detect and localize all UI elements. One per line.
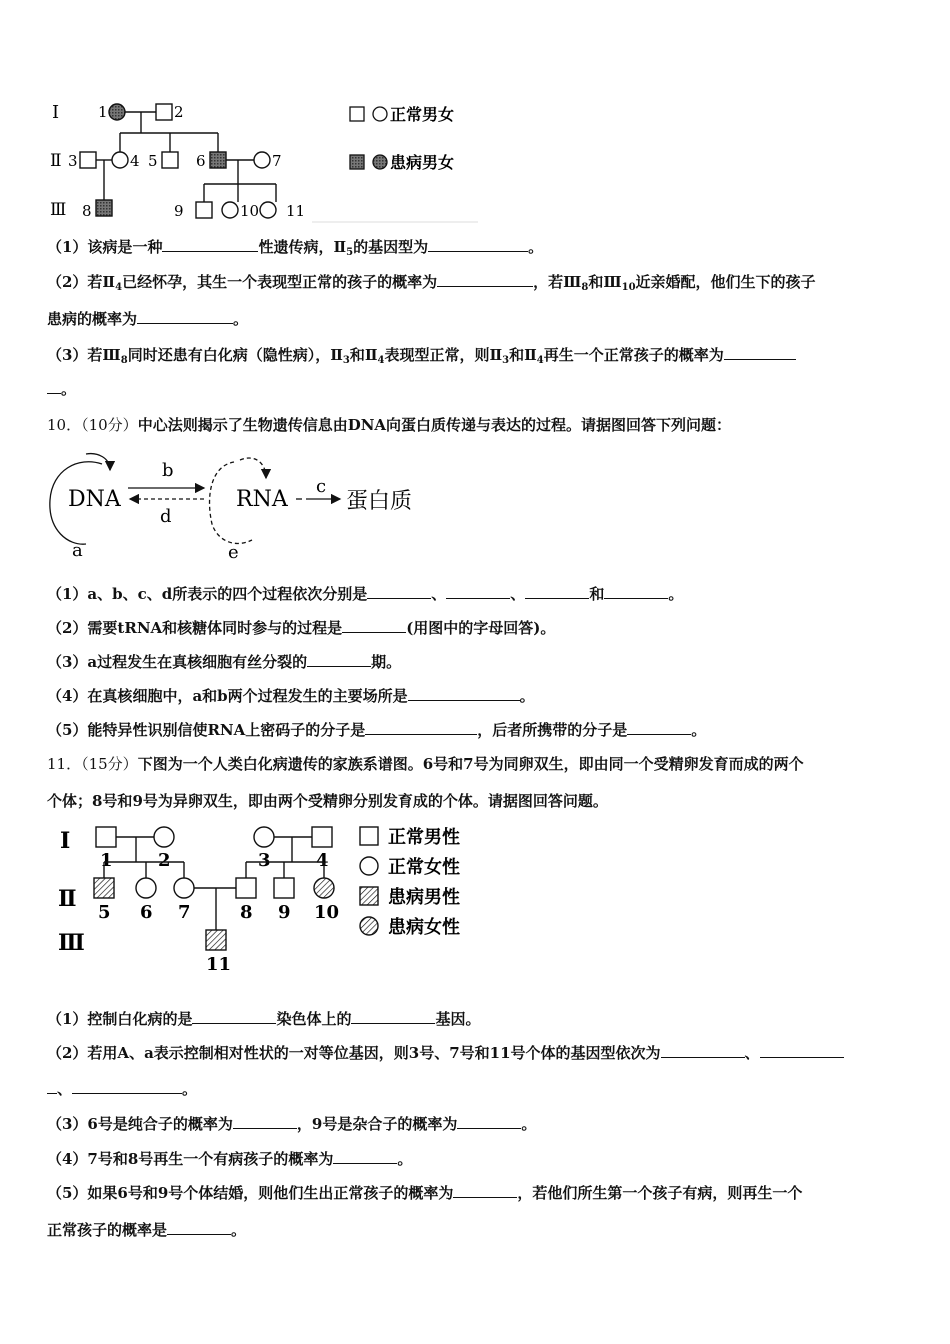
id-7: 7 — [272, 152, 282, 170]
normal-male-5 — [162, 152, 178, 168]
answer-blank[interactable] — [437, 272, 533, 287]
legend-affected-female-icon — [360, 917, 378, 935]
answer-blank[interactable] — [428, 237, 528, 252]
id-7: 7 — [178, 902, 191, 923]
affected-female-10 — [314, 878, 334, 898]
q11-part5-line2: 正常孩子的概率是 。 — [47, 1221, 247, 1239]
answer-blank[interactable] — [627, 720, 691, 735]
gen-label-I: Ⅰ — [60, 828, 71, 854]
answer-blank[interactable] — [192, 1009, 276, 1024]
label-c: c — [316, 476, 327, 497]
normal-male-9 — [196, 202, 212, 218]
q10-part2: （2）需要tRNA和核糖体同时参与的过程是 (用图中的字母回答)。 — [47, 619, 556, 637]
answer-blank[interactable] — [72, 1079, 182, 1094]
label-protein: 蛋白质 — [346, 489, 413, 514]
label-b: b — [162, 460, 174, 481]
answer-blank[interactable] — [446, 584, 510, 599]
id-2: 2 — [174, 103, 184, 121]
legend-affected-male-icon — [360, 887, 378, 905]
normal-female-6 — [136, 878, 156, 898]
normal-female-10 — [222, 202, 238, 218]
answer-blank[interactable] — [367, 584, 431, 599]
pedigree-chart-1 — [40, 88, 490, 228]
q9-part2-line1: （2）若$Ⅱ_4$已经怀孕，其生一个表现型正常的孩子的概率为 ，若$Ⅲ_8$和$Ⅲ_{10}$近亲婚配，他们生下的孩子 — [47, 273, 816, 293]
normal-female-3 — [254, 827, 274, 847]
id-3: 3 — [258, 850, 271, 871]
id-11: 11 — [206, 954, 232, 975]
answer-blank[interactable] — [167, 1220, 231, 1235]
normal-female-7 — [174, 878, 194, 898]
gen-label-II: Ⅱ — [58, 886, 77, 912]
affected-male-8 — [96, 200, 112, 216]
gen-label-II: Ⅱ — [50, 151, 62, 171]
id-5: 5 — [98, 902, 111, 923]
normal-male-1 — [96, 827, 116, 847]
q9-part3-line1: （3）若$Ⅲ_8$同时还患有白化病（隐性病），$Ⅱ_3$和$Ⅱ_4$表现型正常，则$Ⅱ_3$和$Ⅱ_4$再生一个正常孩子的概率为 — [47, 344, 796, 365]
id-10: 10 — [314, 902, 340, 923]
q9-part1: （1）该病是一种 性遗传病，$Ⅱ_5$的基因型为 。 — [47, 238, 544, 258]
pedigree-chart-2 — [50, 820, 480, 980]
label-a: a — [72, 540, 83, 560]
id-10: 10 — [240, 202, 260, 220]
answer-blank[interactable] — [137, 309, 233, 324]
normal-female-11 — [260, 202, 276, 218]
q10-part5: （5）能特异性识别信使RNA上密码子的分子是 ，后者所携带的分子是 。 — [47, 721, 707, 739]
q11-part1: （1）控制白化病的是 染色体上的 基因。 — [47, 1010, 481, 1028]
q11-part3: （3）6号是纯合子的概率为 ，9号是杂合子的概率为 。 — [47, 1115, 537, 1133]
id-4: 4 — [130, 152, 140, 170]
q10-part1: （1）a、b、c、d所表示的四个过程依次分别是 、 、 和 。 — [47, 585, 684, 603]
id-1: 1 — [98, 103, 108, 121]
answer-blank[interactable] — [47, 379, 61, 394]
normal-female-4 — [112, 152, 128, 168]
legend-affected-male-icon — [350, 155, 364, 169]
id-4: 4 — [316, 850, 329, 871]
id-8: 8 — [240, 902, 253, 923]
central-dogma-diagram — [40, 448, 440, 560]
legend-normal-male-label: 正常男性 — [388, 827, 460, 848]
answer-blank[interactable] — [233, 1114, 297, 1129]
answer-blank[interactable] — [604, 584, 668, 599]
answer-blank[interactable] — [457, 1114, 521, 1129]
answer-blank[interactable] — [342, 618, 406, 633]
gen-label-III: Ⅲ — [58, 930, 85, 956]
normal-female-7 — [254, 152, 270, 168]
legend-normal-male-icon — [360, 827, 378, 845]
affected-male-5 — [94, 878, 114, 898]
answer-blank[interactable] — [333, 1149, 397, 1164]
q9-part2-line2: 患病的概率为 。 — [47, 310, 249, 328]
legend-normal-female-icon — [373, 107, 387, 121]
answer-blank[interactable] — [525, 584, 589, 599]
q9-part3-line2: 。 — [47, 378, 76, 399]
legend-affected-male-label: 患病男性 — [388, 887, 460, 908]
label-dna: DNA — [68, 487, 121, 512]
gen-label-I: Ⅰ — [52, 102, 60, 123]
answer-blank[interactable] — [351, 1009, 435, 1024]
answer-blank[interactable] — [408, 686, 520, 701]
label-e: e — [228, 542, 239, 560]
id-6: 6 — [196, 152, 206, 170]
q11-part5-line1: （5）如果6号和9号个体结婚，则他们生出正常孩子的概率为 ，若他们所生第一个孩子有病，则再生一个 — [47, 1184, 803, 1202]
id-6: 6 — [140, 902, 153, 923]
q10-stem: 10．（10分）中心法则揭示了生物遗传信息由DNA向蛋白质传递与表达的过程。请据图回答下列问题： — [47, 416, 732, 434]
label-rna: RNA — [236, 487, 288, 512]
normal-male-9 — [274, 878, 294, 898]
answer-blank[interactable] — [47, 1079, 57, 1094]
legend-normal-male-icon — [350, 107, 364, 121]
legend-affected-female-label: 患病女性 — [388, 917, 460, 938]
q11-stem-line2: 个体；8号和9号为异卵双生，即由两个受精卵分别发育成的个体。请据图回答问题。 — [47, 792, 608, 810]
normal-female-2 — [154, 827, 174, 847]
normal-male-4 — [312, 827, 332, 847]
q11-part4: （4）7号和8号再生一个有病孩子的概率为 。 — [47, 1150, 413, 1168]
id-3: 3 — [68, 152, 78, 170]
legend-affected-label: 患病男女 — [390, 153, 455, 172]
legend-affected-female-icon — [373, 155, 387, 169]
normal-male-3 — [80, 152, 96, 168]
answer-blank[interactable] — [162, 237, 258, 252]
normal-male-8 — [236, 878, 256, 898]
id-9: 9 — [278, 902, 291, 923]
answer-blank[interactable] — [661, 1043, 745, 1058]
legend-normal-label: 正常男女 — [390, 105, 455, 124]
id-5: 5 — [148, 152, 158, 170]
q11-stem-line1: 11．（15分）下图为一个人类白化病遗传的家族系谱图。6号和7号为同卵双生，即由同一个受精卵发育而成的两个 — [47, 755, 804, 773]
id-8: 8 — [82, 202, 92, 220]
label-d: d — [160, 506, 172, 527]
answer-blank[interactable] — [453, 1183, 517, 1198]
normal-male-2 — [156, 104, 172, 120]
affected-female-1 — [109, 104, 125, 120]
gen-label-III: Ⅲ — [50, 200, 67, 220]
id-11: 11 — [286, 202, 306, 220]
answer-blank[interactable] — [724, 345, 796, 360]
answer-blank[interactable] — [307, 652, 371, 667]
id-9: 9 — [174, 202, 184, 220]
q11-part2-line2: 、 。 — [47, 1078, 197, 1099]
legend-normal-female-label: 正常女性 — [388, 857, 460, 878]
q10-part3: （3）a过程发生在真核细胞有丝分裂的 期。 — [47, 653, 402, 671]
id-2: 2 — [158, 850, 171, 871]
q11-part2-line1: （2）若用A、a表示控制相对性状的一对等位基因，则3号、7号和11号个体的基因型依次为 、 — [47, 1042, 844, 1063]
id-1: 1 — [100, 850, 113, 871]
answer-blank[interactable] — [760, 1043, 844, 1058]
affected-male-6 — [210, 152, 226, 168]
legend-normal-female-icon — [360, 857, 378, 875]
answer-blank[interactable] — [365, 720, 477, 735]
affected-male-11 — [206, 930, 226, 950]
q10-part4: （4）在真核细胞中，a和b两个过程发生的主要场所是 。 — [47, 687, 535, 705]
